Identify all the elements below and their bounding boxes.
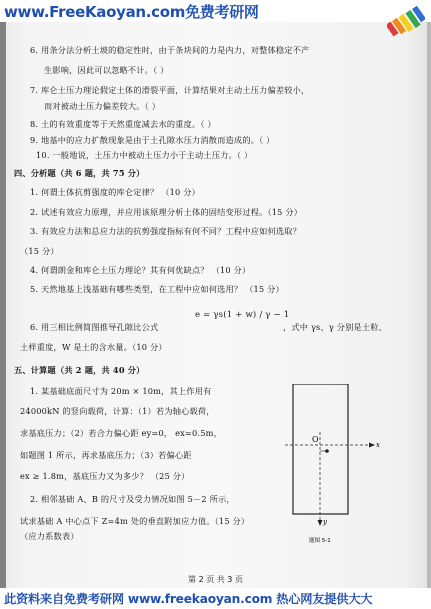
- question-9: 9. 地基中的应力扩散现象是由于土孔隙水压力消散而造成的。（ ）: [30, 135, 275, 145]
- section-analysis-title: 四、分析题（共 6 题，共 75 分）: [14, 168, 145, 178]
- question-7-cont: 而对被动土压力偏差较大。（ ）: [44, 101, 161, 111]
- figure-5-1: [283, 384, 383, 549]
- figure-caption: 题图 5-1: [309, 538, 331, 544]
- page-number: 第 2 页 共 3 页: [188, 575, 243, 584]
- site-banner: [0, 0, 431, 22]
- analysis-question-4: 4. 何谓朗金和库仑土压力理论？其有何优缺点？ （10 分）: [30, 265, 251, 275]
- question-10: 10. 一般地说，土压力中被动土压力小于主动土压力。（ ）: [36, 150, 253, 160]
- y-axis-arrow: [318, 520, 323, 526]
- analysis-question-6: 6. 用三相比例简图推导孔隙比公式: [30, 322, 159, 332]
- analysis-question-2: 2. 试述有效应力原理，并应用该原理分析土体的固结变形过程。（15 分）: [30, 207, 303, 217]
- footer-banner-text[interactable]: 此资料来自免费考研网 www.freekaoyan.com 热心网友提供大大: [4, 592, 373, 606]
- analysis-question-6-cont: ，式中 γs、γ 分别是土粒、: [283, 322, 388, 332]
- site-logo-icon: [387, 2, 425, 36]
- calc-question-2-line1: 2. 相邻基础 A、B 的尺寸及受力情况如图 5－2 所示，: [30, 494, 235, 504]
- calc-question-1-line1: 1. 某基础底面尺寸为 20m × 10m，其上作用有: [30, 386, 212, 396]
- question-8: 8. 土的有效重度等于天然重度减去水的重度。（ ）: [30, 119, 216, 129]
- calc-question-2-line3: （应力系数表）: [20, 531, 79, 541]
- section-calc-title: 五、计算题（共 2 题，共 40 分）: [14, 365, 145, 375]
- scan-left-edge: [0, 0, 6, 609]
- foundation-outline: [293, 384, 348, 514]
- x-axis-arrow: [369, 443, 375, 448]
- site-banner-text[interactable]: www.FreeKaoyan.com免费考研网: [4, 3, 259, 21]
- x-axis-label: x: [376, 441, 380, 449]
- analysis-question-3: 3. 有效应力法和总应力法的抗剪强度指标有何不同？工程中应如何选取？: [30, 226, 302, 236]
- y-axis-label: y: [323, 518, 327, 526]
- question-6-cont: 生影响，因此可以忽略不计。（ ）: [44, 65, 169, 75]
- calc-question-2-line2: 试求基础 A 中心点下 Z=4m 处的垂直附加应力值。（15 分）: [20, 516, 250, 526]
- question-6: 6. 用条分法分析土坡的稳定性时，由于条块间的力是内力，对整体稳定不产: [30, 45, 310, 55]
- scan-right-edge: [427, 0, 431, 609]
- question-7: 7. 库仑土压力理论假定土体的滑裂平面，计算结果对主动土压力偏差较小，: [30, 85, 310, 95]
- analysis-question-3-score: （15 分）: [20, 246, 59, 256]
- analysis-question-5: 5. 天然地基上浅基础有哪些类型，在工程中应如何选用？ （15 分）: [30, 284, 284, 294]
- analysis-question-1: 1. 何谓土体抗剪强度的库仑定律？ （10 分）: [30, 187, 201, 197]
- calc-question-1-line4: 如题图 1 所示，再求基底压力；（3）若偏心距: [20, 450, 192, 460]
- calc-question-1-line5: ex ≥ 1.8m，基底压力又为多少？ （25 分）: [20, 471, 190, 481]
- void-ratio-formula: e = γs(1 + w) / γ − 1: [195, 310, 290, 320]
- calc-question-1-line2: 24000kN 的竖向载荷，计算：（1）若为轴心载荷，: [20, 406, 215, 416]
- calc-question-1-line3: 求基底压力；（2）若合力偏心距 ey=0， ex=0.5m，: [20, 428, 222, 438]
- analysis-question-6-cont2: 土样重度，W 是土的含水量。（10 分）: [20, 342, 167, 352]
- origin-label: O: [312, 435, 319, 444]
